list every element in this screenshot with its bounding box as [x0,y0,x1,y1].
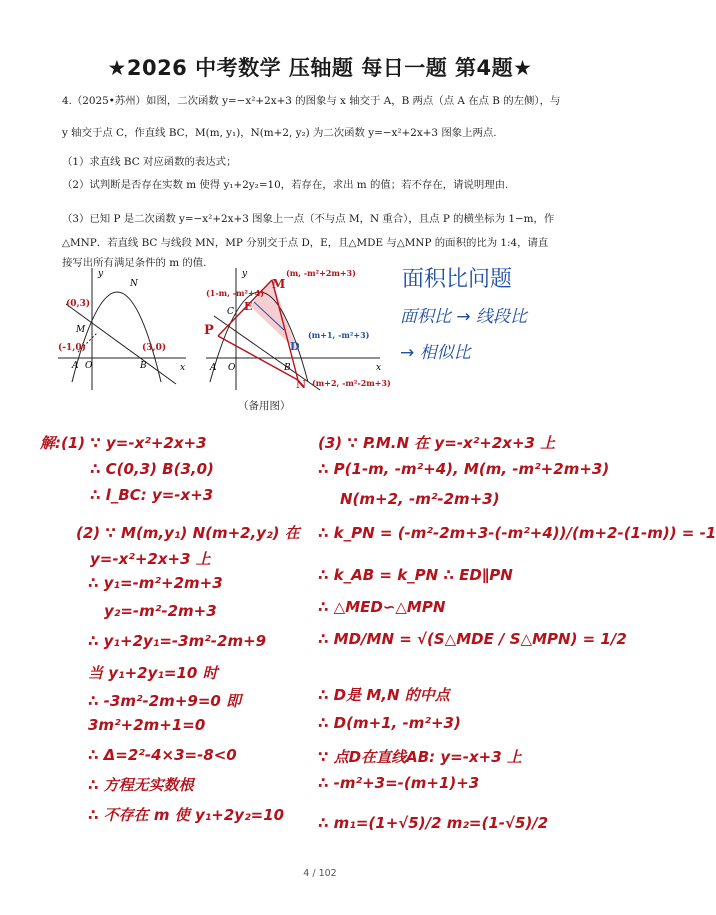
note-title: 面积比问题 [402,267,513,292]
label-b: B [140,361,147,371]
label-m: M [272,277,286,291]
solution-right-line: ∴ -m²+3=-(m+1)+3 [318,774,480,792]
question-part-3a: （3）已知 P 是二次函数 y=−x²+2x+3 图象上一点（不与点 M，N 重合），且点 P 的横坐标为 1−m，作 [62,213,555,225]
point-p-label: (1-m, -m²+4) [206,288,265,298]
solution-right-line: ∴ △MED∽△MPN [318,598,446,616]
label-y: y [98,269,104,279]
label-a: A [210,363,217,373]
question-part-1: （1）求直线 BC 对应函数的表达式； [62,156,237,168]
solution-right-line: ∴ m₁=(1+√5)/2 m₂=(1-√5)/2 [318,814,549,832]
solution-left-line: y₂=-m²-2m+3 [104,602,217,620]
graph-1 [58,262,193,392]
solution-right-line: N(m+2, -m²-2m+3) [340,490,500,508]
page-title: ★2026 中考数学 压轴题 每日一题 第4题★ [107,56,533,80]
solution-left-line: (2) ∵ M(m,y₁) N(m+2,y₂) 在 [76,524,300,542]
solution-right-line: (3) ∵ P.M.N 在 y=-x²+2x+3 上 [318,434,556,452]
label-n: N [130,279,138,289]
solution-right-line: ∴ D是 M,N 的中点 [318,686,450,704]
solution-left-line: ∴ y₁=-m²+2m+3 [88,574,223,592]
point-d-label: (m+1, -m²+3) [308,330,370,340]
label-c: C [227,307,234,317]
label-x: x [376,363,382,373]
solution-left-line: y=-x²+2x+3 上 [90,550,211,568]
label-y: y [242,269,248,279]
label-o: O [228,363,236,373]
page-number: 4 / 102 [303,868,337,879]
solution-right-line: ∴ P(1-m, -m²+4), M(m, -m²+2m+3) [318,460,610,478]
solution-left-line: ∴ 方程无实数根 [88,776,194,794]
solution-left-line: 解:(1) ∵ y=-x²+2x+3 [40,434,207,452]
label-o: O [85,361,93,371]
question-part-3b: △MNP．若直线 BC 与线段 MN，MP 分别交于点 D，E，且△MDE 与△MNP 的面积的比为 1:4，请直 [62,237,549,249]
label-x: x [180,363,186,373]
question-part-2: （2）试判断是否存在实数 m 使得 y₁+2y₂=10，若存在，求出 m 的值；若不存在，请说明理由. [62,179,509,191]
solution-right-line: ∴ D(m+1, -m²+3) [318,714,461,732]
label-cm10: (-1,0) [58,343,86,353]
solution-right-line: ∵ 点D在直线AB: y=-x+3 上 [318,748,522,766]
label-e: E [244,300,253,313]
point-m-label: (m, -m²+2m+3) [286,268,356,278]
solution-left-line: ∴ C(0,3) B(3,0) [90,460,214,478]
solution-right-line: ∴ MD/MN = √(S△MDE / S△MPN) = 1/2 [318,630,627,648]
question-line-2: y 轴交于点 C，作直线 BC，M(m, y₁)，N(m+2, y₂) 为二次函数 y=−x²+2x+3 图象上两点. [62,127,497,139]
graph-2 [200,262,415,394]
note-ratio-1: 面积比 → 线段比 [400,307,528,327]
solution-right-line: ∴ k_PN = (-m²-2m+3-(-m²+4))/(m+2-(1-m)) = -1 [318,524,716,542]
solution-left-line: ∴ y₁+2y₁=-3m²-2m+9 [88,632,267,650]
label-p: P [204,323,214,338]
solution-left-line: ∴ l_BC: y=-x+3 [90,486,214,504]
solution-left-line: ∴ 不存在 m 使 y₁+2y₂=10 [88,806,285,824]
figure-caption: （备用图） [238,400,291,412]
label-c03: (0,3) [66,299,91,309]
solution-right-line: ∴ k_AB = k_PN ∴ ED∥PN [318,566,513,584]
solution-left-line: 当 y₁+2y₁=10 时 [88,664,218,682]
label-d: D [290,340,300,353]
label-n: N [296,378,307,391]
solution-left-line: ∴ Δ=2²-4×3=-8<0 [88,746,237,764]
label-b: B [284,363,291,373]
question-line-1: 4.（2025•苏州）如图，二次函数 y=−x²+2x+3 的图象与 x 轴交于 A，B 两点（点 A 在点 B 的左侧），与 [62,95,561,107]
solution-left-line: ∴ -3m²-2m+9=0 即 [88,692,242,710]
question-part-3c: 接写出所有满足条件的 m 的值. [62,257,207,269]
label-a: A [72,361,79,371]
label-c30: (3,0) [142,343,167,353]
point-n-label: (m+2, -m²-2m+3) [312,378,391,388]
label-m: M [76,325,86,335]
solution-left-line: 3m²+2m+1=0 [88,716,206,734]
note-ratio-2: → 相似比 [400,343,471,363]
